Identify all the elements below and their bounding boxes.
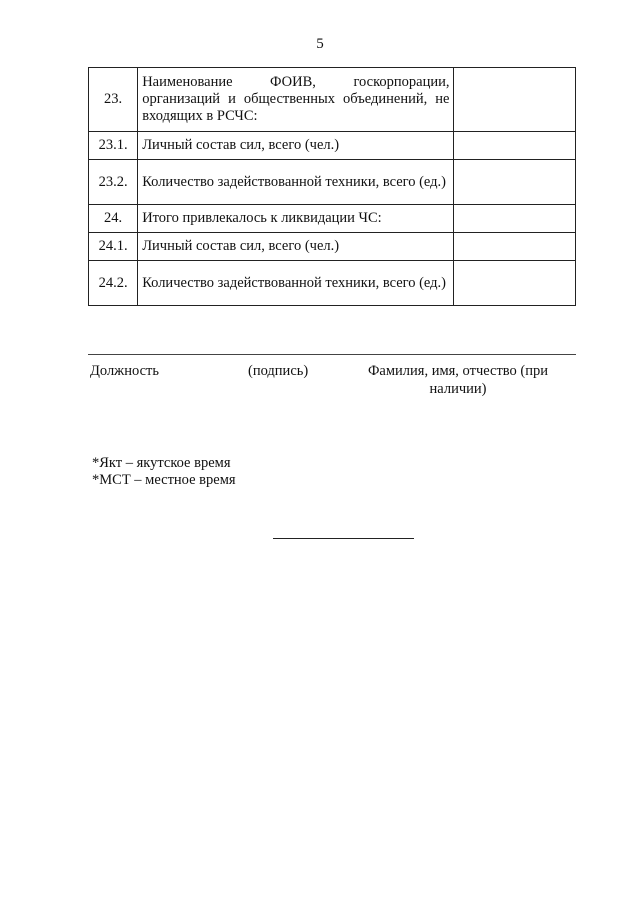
row-value-cell [454,233,576,261]
signature-label: (подпись) [248,363,309,379]
full-name-label: Фамилия, имя, отчество (при наличии) [367,363,549,397]
table-row [89,132,576,160]
position-label: Должность [90,363,159,379]
row-value-cell [454,205,576,233]
row-number: 24.1. [89,233,138,261]
end-divider [273,538,414,539]
page-number: 5 [316,36,324,52]
footnote: *МСТ – местное время [92,472,236,488]
row-number: 23. [89,68,138,132]
row-number: 23.2. [89,160,138,205]
row-value-cell [454,132,576,160]
signature-line [88,354,576,355]
row-label: Количество задействованной техники, всего (ед.) [138,261,454,306]
row-number: 23.1. [89,132,138,160]
table-row [89,160,576,205]
table-row [89,205,576,233]
table-row [89,233,576,261]
row-label: Количество задействованной техники, всего (ед.) [138,160,454,205]
row-value-cell [454,68,576,132]
row-label: Наименование ФОИВ, госкорпорации, организаций и общественных объединений, не входящих в РСЧС: [138,68,454,132]
footnote: *Якт – якутское время [92,455,231,471]
footnotes [92,455,236,489]
row-label: Личный состав сил, всего (чел.) [138,233,454,261]
row-value-cell [454,160,576,205]
row-value-cell [454,261,576,306]
report-table [88,67,576,306]
table-row [89,68,576,132]
table-row [89,261,576,306]
row-label: Итого привлекалось к ликвидации ЧС: [138,205,454,233]
row-number: 24. [89,205,138,233]
row-number: 24.2. [89,261,138,306]
row-label: Личный состав сил, всего (чел.) [138,132,454,160]
